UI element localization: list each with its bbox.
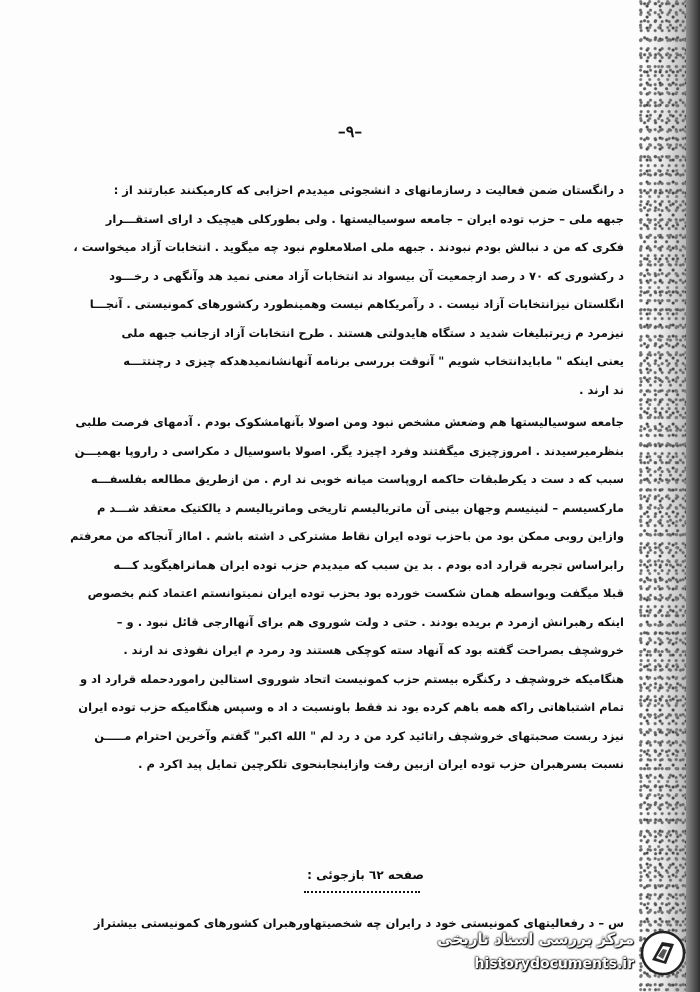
text-line: تمام اشتباهاتی راکه همه باهم کرده بود ند فقط باونسبت د اد ه وسپس هنگامیکه حزب توده ایران <box>78 700 624 714</box>
text-line: مارکسیسم – لنینیسم وجهان بینی آن ماتریالیسم تاریخی وماتریالیسم د یالکتیک معتقد شـــد م <box>96 500 624 515</box>
text-line: جامعه سوسیالیستها هم وضعش مشخص نبود ومن اصولا بآنهامشکوک بودم . آدمهای فرصت طلبی <box>75 415 624 429</box>
question-line: س – د رفعالیتهای کمونیستی خود د رایران چه شخصیتهاورهبران کشورهای کمونیستی بیشتراز <box>93 916 624 930</box>
section-heading: صفحه ٦٢ بازجوئی : <box>307 868 424 882</box>
text-line: قبلا میگفت وبواسطه همان شکست خورده بود بحزب توده ایران نمیتوانستم اعتماد کنم بخصوص <box>87 586 624 600</box>
text-line: وازاین روبی ممکن بود من باحزب توده ایران نقاط مشترکی د اشته باشم . امااز آنجاکه من معرفتم <box>70 529 624 543</box>
text-line: یعنی اینکه " مابایدانتخاب شویم " آنوقت بررسی برنامه آنهانشانمیدهدکه چیزی د رچنتتـــه <box>123 354 624 368</box>
text-line: فکری که من د نبالش بودم نبودند . جبهه ملی اصلامعلوم نبود چه میگوید . انتخابات آزاد میخواست ، <box>73 240 624 254</box>
text-line: خروشچف بصراحت گفته بود که آنهاد سته کوچکی هستند ود رمرد م ایران نفوذی ند ارند . <box>123 643 624 657</box>
watermark-title: مرکز بررسی اسناد تاریخی <box>437 930 634 948</box>
page-number: –۹– <box>337 122 363 141</box>
watermark-url: historydocuments.ir <box>474 956 634 972</box>
text-line: اینکه رهبرانش ازمرد م بریده بودند . حتی د ولت شوروی هم برای آنهاارجی قائل نبود . و – <box>116 614 624 629</box>
text-line: رابراساس تجربه قرارد اده بودم . بد ین سبب که میدیدم حزب توده ایران همانراهیگوید کـــه <box>113 557 624 572</box>
watermark <box>416 928 692 988</box>
text-line: انگلستان نیزانتخابات آزاد نیست . د رآمریکاهم نیست وهمینطورد رکشورهای کمونیستی . آنجـــا <box>89 297 624 311</box>
document-body <box>28 176 624 779</box>
text-line: هنگامیکه خروشچف د رکنگره بیستم حزب کمونیست اتحاد شوروی استالین راموردحمله قرارد اد و <box>80 671 624 686</box>
text-line: جبهه ملی – حزب توده ایران – جامعه سوسیالیستها . ولی بطورکلی هیچیک د ارای استقـــرار <box>105 211 624 226</box>
text-line: بنظرمیرسیدند . امروزچیزی میگفتند وفرد اچیزد یگر. اصولا باسوسیال د مکراسی د راروپا بهمیـــن <box>74 443 624 458</box>
scan-edge-dark <box>686 0 700 992</box>
heading-underline <box>304 891 420 893</box>
text-line: د رانگستان ضمن فعالیت د رسازمانهای د انشجوئی میدیدم احزابی که کارمیکنند عبارتند از : <box>113 183 624 197</box>
text-line: نیزمرد م زیرتبلیغات شدید د ستگاه هایدولتی هستند . طرح انتخابات آزاد ازجانب جبهه ملی <box>121 325 624 340</box>
text-line: نیزد ربست صحبتهای خروشچف راتائید کرد من د رد لم " الله اکبر" گفتم وآخرین احترام مـــــن <box>94 728 624 743</box>
text-line: د رکشوری که ۷۰ د رصد ازجمعیت آن بیسواد ند انتخابات آزاد معنی نمید هد وآنگهی د رخـــود <box>109 268 624 283</box>
text-line: نسبت بسرهبران حزب توده ایران ازبین رفت وازاینجابنحوی تلکرچین تمایل پید اکرد م . <box>138 757 624 771</box>
text-line: ند ارند . <box>579 382 624 397</box>
text-line: سبب که د ست د یکرطبقات حاکمه اروپاست میانه خوبی ند ارم . من ازطریق مطالعه بفلسفـــه <box>90 472 624 486</box>
archive-logo-icon <box>640 930 686 976</box>
